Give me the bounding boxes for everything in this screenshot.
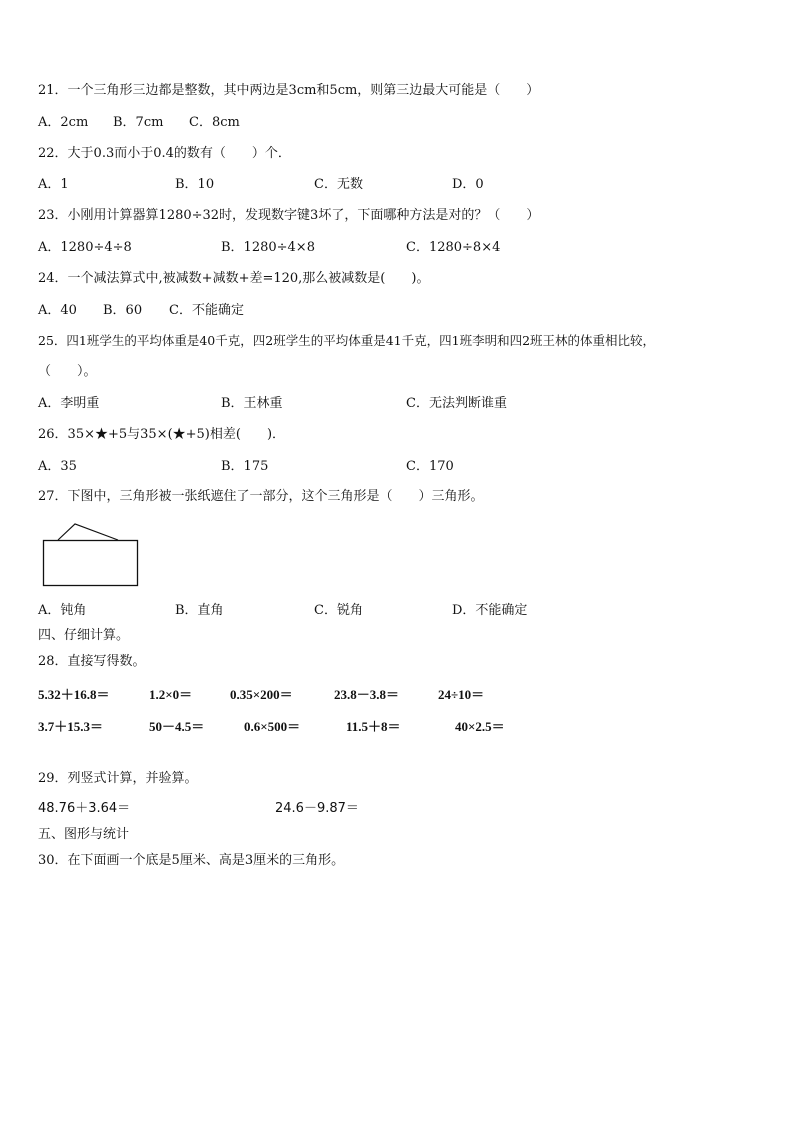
q28-calc-6: 3.7＋15.3＝ <box>38 719 104 734</box>
q21-option-b: B．7cm <box>113 115 164 130</box>
q24-stem: 24．一个减法算式中,被减数+减数+差=120,那么被减数是( )。 <box>38 271 430 286</box>
q22-option-c: C．无数 <box>314 177 363 192</box>
section-4-heading: 四、仔细计算。 <box>38 628 130 643</box>
section-5-heading: 五、图形与统计 <box>38 827 130 842</box>
q26-option-b: B．175 <box>221 459 269 474</box>
q28-calc-10: 40×2.5＝ <box>455 719 505 734</box>
q29-stem: 29．列竖式计算，并验算。 <box>38 771 198 786</box>
q22-option-b: B．10 <box>175 177 215 192</box>
q23-option-c: C．1280÷8×4 <box>406 240 501 255</box>
q25-stem: 25．四1班学生的平均体重是40千克，四2班学生的平均体重是41千克，四1班李明和四2班王林的体重相比较， <box>38 333 656 348</box>
q21-stem: 21．一个三角形三边都是整数，其中两边是3cm和5cm，则第三边最大可能是（ ） <box>38 83 540 98</box>
q23-stem: 23．小刚用计算器算1280÷32时，发现数字键3坏了，下面哪种方法是对的？（ ） <box>38 208 540 223</box>
q27-covered-triangle-figure <box>38 520 142 590</box>
q23-option-b: B．1280÷4×8 <box>221 240 315 255</box>
q28-calc-1: 5.32＋16.8＝ <box>38 687 110 702</box>
q27-option-d: D．不能确定 <box>452 603 528 618</box>
q25-option-c: C．无法判断谁重 <box>406 396 507 411</box>
q24-option-a: A．40 <box>38 303 77 318</box>
q27-option-a: A．钝角 <box>38 603 87 618</box>
q30-stem: 30．在下面画一个底是5厘米、高是3厘米的三角形。 <box>38 853 345 868</box>
covering-paper-rectangle <box>44 541 138 586</box>
q28-calc-4: 23.8－3.8＝ <box>334 687 400 702</box>
q28-calc-5: 24÷10＝ <box>438 687 485 702</box>
q25-option-b: B．王林重 <box>221 396 283 411</box>
q24-option-c: C．不能确定 <box>169 303 244 318</box>
q26-option-a: A．35 <box>38 459 77 474</box>
q21-option-a: A．2cm <box>38 115 89 130</box>
q25-stem-continued: （ ）。 <box>38 364 97 379</box>
q29-item-2: 24.6－9.87＝ <box>275 801 359 816</box>
q28-calc-2: 1.2×0＝ <box>149 687 193 702</box>
q29-item-1: 48.76＋3.64＝ <box>38 801 131 816</box>
q28-calc-7: 50－4.5＝ <box>149 719 205 734</box>
q22-stem: 22．大于0.3而小于0.4的数有（ ）个． <box>38 146 291 161</box>
triangle-visible-tip <box>58 524 118 540</box>
q27-option-b: B．直角 <box>175 603 224 618</box>
q28-calc-3: 0.35×200＝ <box>230 687 293 702</box>
q22-option-a: A．1 <box>38 177 69 192</box>
q26-option-c: C．170 <box>406 459 454 474</box>
q28-stem: 28．直接写得数。 <box>38 654 146 669</box>
q28-calc-9: 11.5＋8＝ <box>346 719 401 734</box>
q28-calc-8: 0.6×500＝ <box>244 719 301 734</box>
q26-stem: 26．35×★+5与35×(★+5)相差( )． <box>38 427 286 442</box>
q24-option-b: B．60 <box>103 303 143 318</box>
q21-option-c: C．8cm <box>189 115 240 130</box>
q27-option-c: C．锐角 <box>314 603 363 618</box>
q22-option-d: D．0 <box>452 177 484 192</box>
q25-option-a: A．李明重 <box>38 396 100 411</box>
q27-stem: 27．下图中，三角形被一张纸遮住了一部分，这个三角形是（ ）三角形。 <box>38 489 484 504</box>
q23-option-a: A．1280÷4÷8 <box>38 240 132 255</box>
